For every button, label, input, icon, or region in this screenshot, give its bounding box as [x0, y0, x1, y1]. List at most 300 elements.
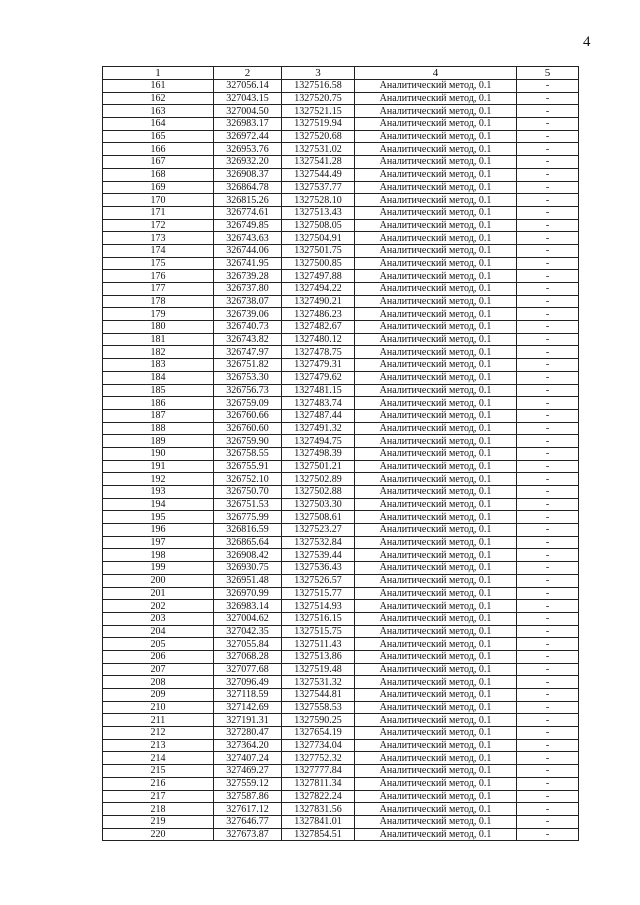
method-cell: Аналитический метод, 0.1 [355, 612, 517, 625]
note-cell: - [517, 80, 579, 93]
note-cell: - [517, 587, 579, 600]
x-coordinate-cell: 327469.27 [214, 765, 282, 778]
method-cell: Аналитический метод, 0.1 [355, 435, 517, 448]
note-cell: - [517, 244, 579, 257]
note-cell: - [517, 765, 579, 778]
method-cell: Аналитический метод, 0.1 [355, 486, 517, 499]
table-row [103, 562, 579, 575]
note-cell: - [517, 130, 579, 143]
note-cell: - [517, 625, 579, 638]
y-coordinate-cell: 1327494.75 [282, 435, 355, 448]
note-cell: - [517, 143, 579, 156]
note-cell: - [517, 194, 579, 207]
note-cell: - [517, 435, 579, 448]
x-coordinate-cell: 326743.63 [214, 232, 282, 245]
method-cell: Аналитический метод, 0.1 [355, 498, 517, 511]
note-cell: - [517, 498, 579, 511]
note-cell: - [517, 371, 579, 384]
point-number-cell: 165 [103, 130, 214, 143]
method-cell: Аналитический метод, 0.1 [355, 257, 517, 270]
method-cell: Аналитический метод, 0.1 [355, 156, 517, 169]
y-coordinate-cell: 1327487.44 [282, 409, 355, 422]
method-cell: Аналитический метод, 0.1 [355, 765, 517, 778]
y-coordinate-cell: 1327558.53 [282, 701, 355, 714]
method-cell: Аналитический метод, 0.1 [355, 460, 517, 473]
x-coordinate-cell: 326816.59 [214, 524, 282, 537]
y-coordinate-cell: 1327544.81 [282, 689, 355, 702]
table-row [103, 308, 579, 321]
method-cell: Аналитический метод, 0.1 [355, 549, 517, 562]
table-row [103, 105, 579, 118]
x-coordinate-cell: 326737.80 [214, 283, 282, 296]
note-cell: - [517, 600, 579, 613]
point-number-cell: 199 [103, 562, 214, 575]
table-body [103, 80, 579, 841]
x-coordinate-cell: 326739.06 [214, 308, 282, 321]
method-cell: Аналитический метод, 0.1 [355, 676, 517, 689]
method-cell: Аналитический метод, 0.1 [355, 701, 517, 714]
x-coordinate-cell: 326756.73 [214, 384, 282, 397]
note-cell: - [517, 752, 579, 765]
y-coordinate-cell: 1327502.88 [282, 486, 355, 499]
y-coordinate-cell: 1327777.84 [282, 765, 355, 778]
y-coordinate-cell: 1327531.32 [282, 676, 355, 689]
table-row [103, 118, 579, 131]
point-number-cell: 170 [103, 194, 214, 207]
method-cell: Аналитический метод, 0.1 [355, 524, 517, 537]
note-cell: - [517, 333, 579, 346]
point-number-cell: 197 [103, 536, 214, 549]
x-coordinate-cell: 326751.53 [214, 498, 282, 511]
table-row [103, 752, 579, 765]
table-row [103, 727, 579, 740]
method-cell: Аналитический метод, 0.1 [355, 143, 517, 156]
y-coordinate-cell: 1327541.28 [282, 156, 355, 169]
method-cell: Аналитический метод, 0.1 [355, 600, 517, 613]
table-row [103, 638, 579, 651]
x-coordinate-cell: 326864.78 [214, 181, 282, 194]
table-row [103, 92, 579, 105]
y-coordinate-cell: 1327528.10 [282, 194, 355, 207]
point-number-cell: 167 [103, 156, 214, 169]
table-row [103, 232, 579, 245]
y-coordinate-cell: 1327515.77 [282, 587, 355, 600]
point-number-cell: 180 [103, 321, 214, 334]
table-row [103, 486, 579, 499]
note-cell: - [517, 460, 579, 473]
method-cell: Аналитический метод, 0.1 [355, 397, 517, 410]
table-row [103, 371, 579, 384]
x-coordinate-cell: 326741.95 [214, 257, 282, 270]
point-number-cell: 212 [103, 727, 214, 740]
point-number-cell: 201 [103, 587, 214, 600]
method-cell: Аналитический метод, 0.1 [355, 105, 517, 118]
method-cell: Аналитический метод, 0.1 [355, 714, 517, 727]
y-coordinate-cell: 1327502.89 [282, 473, 355, 486]
x-coordinate-cell: 326753.30 [214, 371, 282, 384]
y-coordinate-cell: 1327482.67 [282, 321, 355, 334]
y-coordinate-cell: 1327479.62 [282, 371, 355, 384]
point-number-cell: 216 [103, 777, 214, 790]
point-number-cell: 182 [103, 346, 214, 359]
note-cell: - [517, 828, 579, 841]
method-cell: Аналитический метод, 0.1 [355, 739, 517, 752]
x-coordinate-cell: 327118.59 [214, 689, 282, 702]
table-row [103, 511, 579, 524]
x-coordinate-cell: 326953.76 [214, 143, 282, 156]
method-cell: Аналитический метод, 0.1 [355, 511, 517, 524]
table-row [103, 587, 579, 600]
x-coordinate-cell: 327587.86 [214, 790, 282, 803]
column-header: 1 [103, 67, 214, 80]
table-row [103, 384, 579, 397]
x-coordinate-cell: 327280.47 [214, 727, 282, 740]
note-cell: - [517, 524, 579, 537]
header-row [103, 67, 579, 80]
x-coordinate-cell: 327042.35 [214, 625, 282, 638]
point-number-cell: 203 [103, 612, 214, 625]
point-number-cell: 207 [103, 663, 214, 676]
x-coordinate-cell: 327673.87 [214, 828, 282, 841]
x-coordinate-cell: 326815.26 [214, 194, 282, 207]
table-row [103, 765, 579, 778]
point-number-cell: 166 [103, 143, 214, 156]
point-number-cell: 188 [103, 422, 214, 435]
note-cell: - [517, 181, 579, 194]
x-coordinate-cell: 326749.85 [214, 219, 282, 232]
table-row [103, 80, 579, 93]
x-coordinate-cell: 326983.17 [214, 118, 282, 131]
point-number-cell: 198 [103, 549, 214, 562]
x-coordinate-cell: 326774.61 [214, 206, 282, 219]
method-cell: Аналитический метод, 0.1 [355, 168, 517, 181]
point-number-cell: 172 [103, 219, 214, 232]
x-coordinate-cell: 327559.12 [214, 777, 282, 790]
method-cell: Аналитический метод, 0.1 [355, 473, 517, 486]
y-coordinate-cell: 1327523.27 [282, 524, 355, 537]
y-coordinate-cell: 1327811.34 [282, 777, 355, 790]
point-number-cell: 187 [103, 409, 214, 422]
table-row [103, 295, 579, 308]
table-row [103, 714, 579, 727]
x-coordinate-cell: 326751.82 [214, 359, 282, 372]
method-cell: Аналитический метод, 0.1 [355, 283, 517, 296]
table-row [103, 333, 579, 346]
note-cell: - [517, 777, 579, 790]
y-coordinate-cell: 1327519.94 [282, 118, 355, 131]
point-number-cell: 194 [103, 498, 214, 511]
note-cell: - [517, 638, 579, 651]
table-row [103, 447, 579, 460]
y-coordinate-cell: 1327513.86 [282, 650, 355, 663]
y-coordinate-cell: 1327480.12 [282, 333, 355, 346]
note-cell: - [517, 270, 579, 283]
y-coordinate-cell: 1327752.32 [282, 752, 355, 765]
method-cell: Аналитический метод, 0.1 [355, 194, 517, 207]
method-cell: Аналитический метод, 0.1 [355, 638, 517, 651]
y-coordinate-cell: 1327536.43 [282, 562, 355, 575]
method-cell: Аналитический метод, 0.1 [355, 206, 517, 219]
point-number-cell: 220 [103, 828, 214, 841]
x-coordinate-cell: 327646.77 [214, 815, 282, 828]
method-cell: Аналитический метод, 0.1 [355, 625, 517, 638]
point-number-cell: 191 [103, 460, 214, 473]
x-coordinate-cell: 326738.07 [214, 295, 282, 308]
table-row [103, 143, 579, 156]
point-number-cell: 164 [103, 118, 214, 131]
y-coordinate-cell: 1327520.75 [282, 92, 355, 105]
method-cell: Аналитический метод, 0.1 [355, 130, 517, 143]
x-coordinate-cell: 326932.20 [214, 156, 282, 169]
table-row [103, 650, 579, 663]
x-coordinate-cell: 326740.73 [214, 321, 282, 334]
table-row [103, 397, 579, 410]
method-cell: Аналитический метод, 0.1 [355, 752, 517, 765]
point-number-cell: 202 [103, 600, 214, 613]
table-row [103, 359, 579, 372]
table-row [103, 409, 579, 422]
point-number-cell: 196 [103, 524, 214, 537]
note-cell: - [517, 295, 579, 308]
note-cell: - [517, 815, 579, 828]
method-cell: Аналитический метод, 0.1 [355, 562, 517, 575]
y-coordinate-cell: 1327497.88 [282, 270, 355, 283]
table-row [103, 257, 579, 270]
note-cell: - [517, 156, 579, 169]
column-header: 5 [517, 67, 579, 80]
point-number-cell: 219 [103, 815, 214, 828]
x-coordinate-cell: 326760.66 [214, 409, 282, 422]
table-row [103, 422, 579, 435]
table-row [103, 777, 579, 790]
note-cell: - [517, 612, 579, 625]
x-coordinate-cell: 326759.09 [214, 397, 282, 410]
y-coordinate-cell: 1327590.25 [282, 714, 355, 727]
y-coordinate-cell: 1327500.85 [282, 257, 355, 270]
y-coordinate-cell: 1327511.43 [282, 638, 355, 651]
y-coordinate-cell: 1327515.75 [282, 625, 355, 638]
method-cell: Аналитический метод, 0.1 [355, 359, 517, 372]
table-row [103, 701, 579, 714]
point-number-cell: 185 [103, 384, 214, 397]
y-coordinate-cell: 1327516.15 [282, 612, 355, 625]
method-cell: Аналитический метод, 0.1 [355, 321, 517, 334]
table-row [103, 168, 579, 181]
table-row [103, 612, 579, 625]
x-coordinate-cell: 326743.82 [214, 333, 282, 346]
table-row [103, 244, 579, 257]
table-row [103, 676, 579, 689]
x-coordinate-cell: 327191.31 [214, 714, 282, 727]
page-number: 4 [583, 34, 591, 50]
note-cell: - [517, 422, 579, 435]
table-row [103, 828, 579, 841]
method-cell: Аналитический метод, 0.1 [355, 447, 517, 460]
point-number-cell: 171 [103, 206, 214, 219]
column-header: 2 [214, 67, 282, 80]
x-coordinate-cell: 327142.69 [214, 701, 282, 714]
note-cell: - [517, 118, 579, 131]
point-number-cell: 204 [103, 625, 214, 638]
point-number-cell: 181 [103, 333, 214, 346]
method-cell: Аналитический метод, 0.1 [355, 650, 517, 663]
note-cell: - [517, 511, 579, 524]
method-cell: Аналитический метод, 0.1 [355, 308, 517, 321]
note-cell: - [517, 397, 579, 410]
point-number-cell: 173 [103, 232, 214, 245]
table-row [103, 206, 579, 219]
column-header: 3 [282, 67, 355, 80]
y-coordinate-cell: 1327491.32 [282, 422, 355, 435]
x-coordinate-cell: 326930.75 [214, 562, 282, 575]
note-cell: - [517, 536, 579, 549]
x-coordinate-cell: 327407.24 [214, 752, 282, 765]
method-cell: Аналитический метод, 0.1 [355, 181, 517, 194]
note-cell: - [517, 739, 579, 752]
point-number-cell: 205 [103, 638, 214, 651]
method-cell: Аналитический метод, 0.1 [355, 384, 517, 397]
x-coordinate-cell: 327043.15 [214, 92, 282, 105]
point-number-cell: 175 [103, 257, 214, 270]
table-row [103, 689, 579, 702]
y-coordinate-cell: 1327544.49 [282, 168, 355, 181]
method-cell: Аналитический метод, 0.1 [355, 689, 517, 702]
table-row [103, 663, 579, 676]
y-coordinate-cell: 1327504.91 [282, 232, 355, 245]
y-coordinate-cell: 1327514.93 [282, 600, 355, 613]
note-cell: - [517, 663, 579, 676]
note-cell: - [517, 650, 579, 663]
x-coordinate-cell: 326744.06 [214, 244, 282, 257]
point-number-cell: 214 [103, 752, 214, 765]
method-cell: Аналитический метод, 0.1 [355, 536, 517, 549]
y-coordinate-cell: 1327654.19 [282, 727, 355, 740]
x-coordinate-cell: 326747.97 [214, 346, 282, 359]
y-coordinate-cell: 1327841.01 [282, 815, 355, 828]
table-row [103, 815, 579, 828]
method-cell: Аналитический метод, 0.1 [355, 333, 517, 346]
table-row [103, 435, 579, 448]
x-coordinate-cell: 326759.90 [214, 435, 282, 448]
table-row [103, 600, 579, 613]
note-cell: - [517, 689, 579, 702]
method-cell: Аналитический метод, 0.1 [355, 118, 517, 131]
x-coordinate-cell: 327056.14 [214, 80, 282, 93]
note-cell: - [517, 574, 579, 587]
method-cell: Аналитический метод, 0.1 [355, 232, 517, 245]
point-number-cell: 192 [103, 473, 214, 486]
x-coordinate-cell: 327004.62 [214, 612, 282, 625]
point-number-cell: 217 [103, 790, 214, 803]
note-cell: - [517, 257, 579, 270]
note-cell: - [517, 105, 579, 118]
point-number-cell: 213 [103, 739, 214, 752]
note-cell: - [517, 714, 579, 727]
table-row [103, 460, 579, 473]
table-row [103, 194, 579, 207]
y-coordinate-cell: 1327479.31 [282, 359, 355, 372]
point-number-cell: 215 [103, 765, 214, 778]
x-coordinate-cell: 326750.70 [214, 486, 282, 499]
point-number-cell: 200 [103, 574, 214, 587]
note-cell: - [517, 486, 579, 499]
point-number-cell: 168 [103, 168, 214, 181]
note-cell: - [517, 321, 579, 334]
table-row [103, 790, 579, 803]
y-coordinate-cell: 1327831.56 [282, 803, 355, 816]
note-cell: - [517, 562, 579, 575]
note-cell: - [517, 92, 579, 105]
x-coordinate-cell: 327055.84 [214, 638, 282, 651]
point-number-cell: 184 [103, 371, 214, 384]
method-cell: Аналитический метод, 0.1 [355, 727, 517, 740]
point-number-cell: 176 [103, 270, 214, 283]
y-coordinate-cell: 1327734.04 [282, 739, 355, 752]
method-cell: Аналитический метод, 0.1 [355, 371, 517, 384]
y-coordinate-cell: 1327526.57 [282, 574, 355, 587]
method-cell: Аналитический метод, 0.1 [355, 346, 517, 359]
x-coordinate-cell: 327068.28 [214, 650, 282, 663]
table-row [103, 181, 579, 194]
point-number-cell: 163 [103, 105, 214, 118]
note-cell: - [517, 308, 579, 321]
x-coordinate-cell: 326972.44 [214, 130, 282, 143]
point-number-cell: 210 [103, 701, 214, 714]
x-coordinate-cell: 326865.64 [214, 536, 282, 549]
note-cell: - [517, 346, 579, 359]
method-cell: Аналитический метод, 0.1 [355, 244, 517, 257]
table-row [103, 574, 579, 587]
y-coordinate-cell: 1327531.02 [282, 143, 355, 156]
table-row [103, 270, 579, 283]
table-row [103, 283, 579, 296]
note-cell: - [517, 206, 579, 219]
method-cell: Аналитический метод, 0.1 [355, 80, 517, 93]
y-coordinate-cell: 1327521.15 [282, 105, 355, 118]
y-coordinate-cell: 1327508.05 [282, 219, 355, 232]
y-coordinate-cell: 1327520.68 [282, 130, 355, 143]
note-cell: - [517, 384, 579, 397]
coordinates-table [102, 66, 579, 841]
table-row [103, 321, 579, 334]
point-number-cell: 190 [103, 447, 214, 460]
note-cell: - [517, 359, 579, 372]
y-coordinate-cell: 1327490.21 [282, 295, 355, 308]
method-cell: Аналитический метод, 0.1 [355, 574, 517, 587]
y-coordinate-cell: 1327539.44 [282, 549, 355, 562]
note-cell: - [517, 283, 579, 296]
x-coordinate-cell: 327077.68 [214, 663, 282, 676]
point-number-cell: 169 [103, 181, 214, 194]
x-coordinate-cell: 326775.99 [214, 511, 282, 524]
x-coordinate-cell: 327096.49 [214, 676, 282, 689]
table-row [103, 219, 579, 232]
method-cell: Аналитический метод, 0.1 [355, 270, 517, 283]
y-coordinate-cell: 1327532.84 [282, 536, 355, 549]
y-coordinate-cell: 1327501.75 [282, 244, 355, 257]
x-coordinate-cell: 326755.91 [214, 460, 282, 473]
method-cell: Аналитический метод, 0.1 [355, 803, 517, 816]
note-cell: - [517, 473, 579, 486]
method-cell: Аналитический метод, 0.1 [355, 422, 517, 435]
note-cell: - [517, 447, 579, 460]
method-cell: Аналитический метод, 0.1 [355, 409, 517, 422]
y-coordinate-cell: 1327483.74 [282, 397, 355, 410]
x-coordinate-cell: 327617.12 [214, 803, 282, 816]
y-coordinate-cell: 1327494.22 [282, 283, 355, 296]
note-cell: - [517, 232, 579, 245]
note-cell: - [517, 676, 579, 689]
